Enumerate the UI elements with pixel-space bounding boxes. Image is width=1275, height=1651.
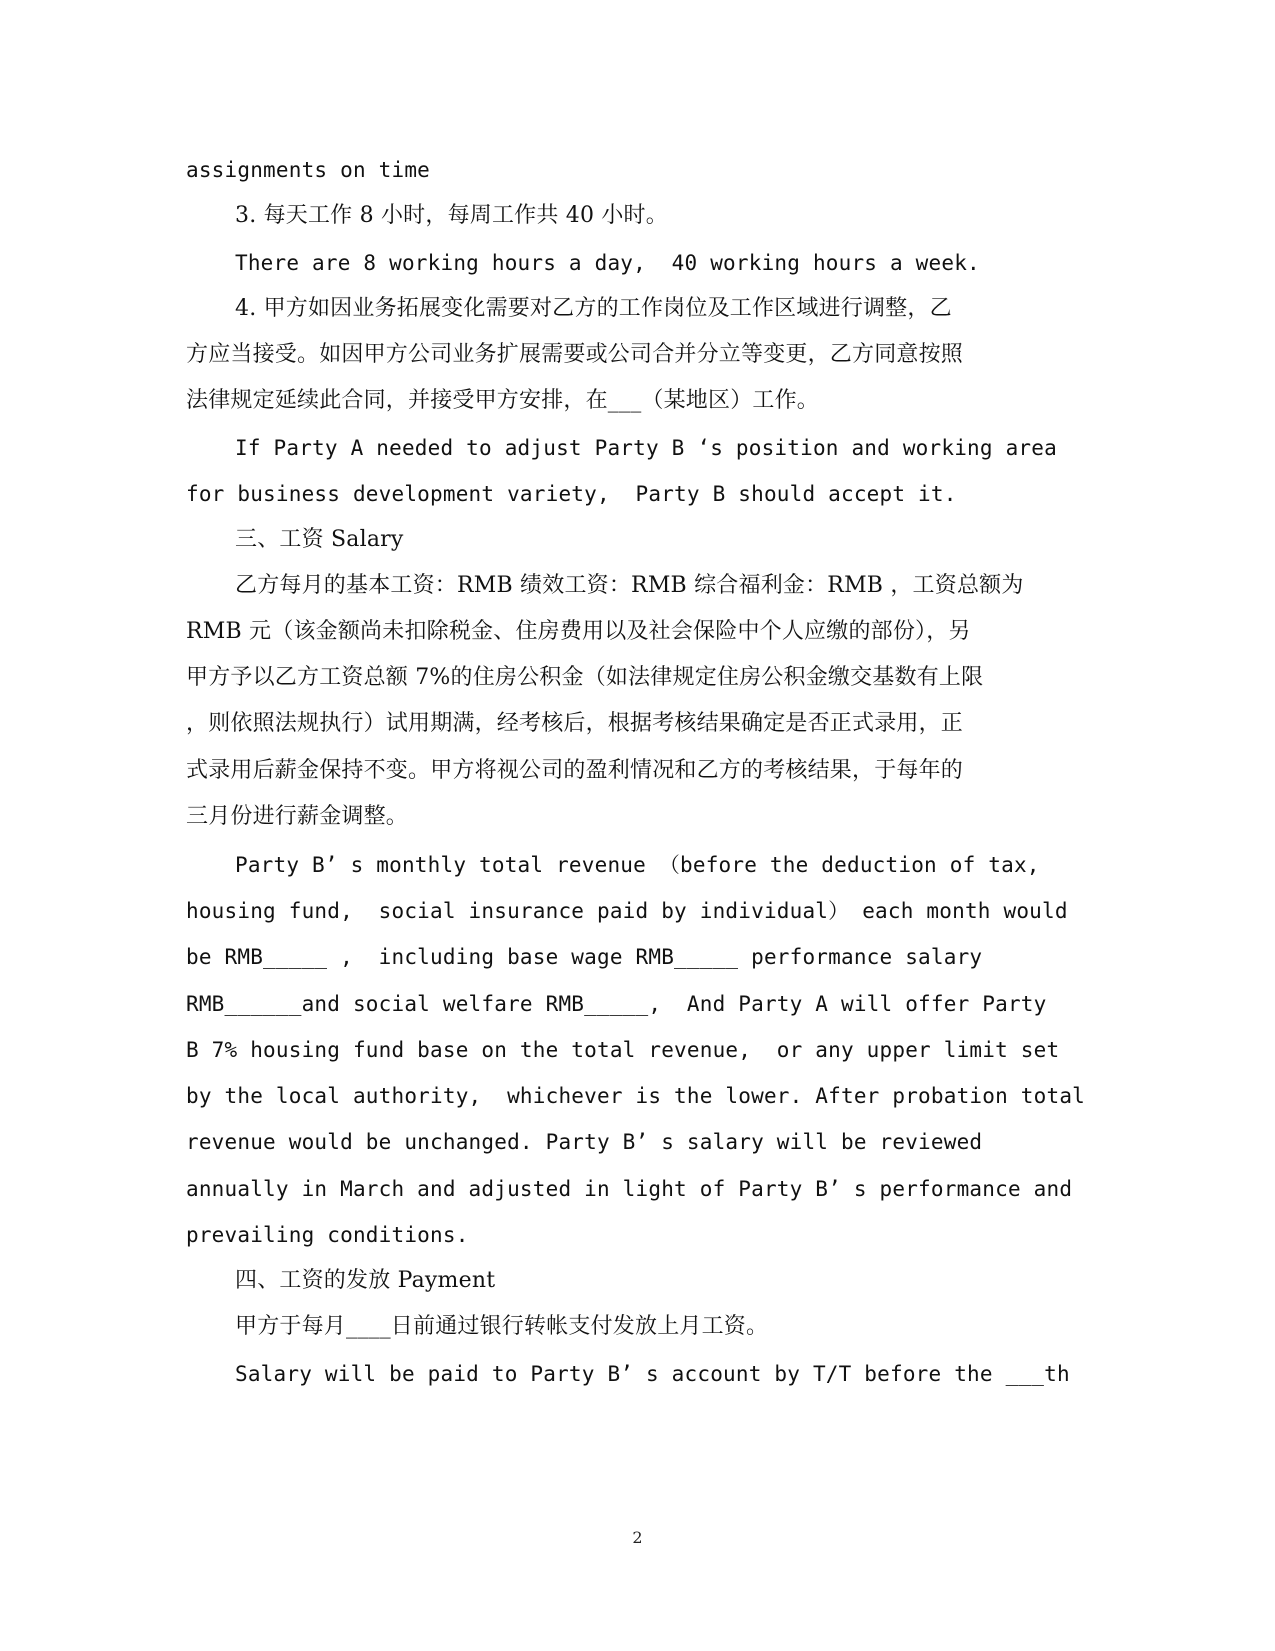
text-line: RMB 元（该金额尚未扣除税金、住房费用以及社会保险中个人应缴的部份），另 bbox=[186, 619, 971, 644]
text-line: B 7% housing fund base on the total revenue, or any upper limit set bbox=[186, 1038, 1060, 1062]
text-line: 3. 每天工作 8 小时，每周工作共 40 小时。 bbox=[235, 203, 668, 228]
text-line: 法律规定延续此合同，并接受甲方安排，在___（某地区）工作。 bbox=[186, 388, 820, 413]
page-number: 2 bbox=[632, 1528, 643, 1547]
section-heading: 三、工资 Salary bbox=[235, 527, 404, 552]
text-line: assignments on time bbox=[186, 158, 431, 182]
text-line: be RMB_____ , including base wage RMB_____ performance salary bbox=[186, 945, 983, 969]
text-line: 三月份进行薪金调整。 bbox=[186, 804, 409, 829]
text-line: There are 8 working hours a day, 40 working hours a week. bbox=[235, 251, 980, 275]
text-line: by the local authority, whichever is the lower. After probation total bbox=[186, 1084, 1086, 1108]
section-heading: 四、工资的发放 Payment bbox=[235, 1268, 496, 1293]
text-line: for business development variety, Party B should accept it. bbox=[186, 482, 957, 506]
text-line: revenue would be unchanged. Party B’ s salary will be reviewed bbox=[186, 1130, 983, 1154]
text-line: If Party A needed to adjust Party B ‘s position and working area bbox=[235, 436, 1057, 460]
text-line: RMB______and social welfare RMB_____, And Party A will offer Party bbox=[186, 992, 1047, 1016]
text-line: 甲方于每月____日前通过银行转帐支付发放上月工资。 bbox=[235, 1314, 769, 1339]
text-line: annually in March and adjusted in light of Party B’ s performance and bbox=[186, 1177, 1073, 1201]
text-line: 4. 甲方如因业务拓展变化需要对乙方的工作岗位及工作区域进行调整，乙 bbox=[235, 296, 952, 321]
text-line: housing fund, social insurance paid by individual） each month would bbox=[186, 899, 1068, 923]
text-line: 方应当接受。如因甲方公司业务扩展需要或公司合并分立等变更，乙方同意按照 bbox=[186, 342, 964, 367]
text-line: 乙方每月的基本工资：RMB 绩效工资：RMB 综合福利金：RMB ，工资总额为 bbox=[235, 573, 1024, 598]
text-line: Salary will be paid to Party B’ s account by T/T before the ___th bbox=[235, 1362, 1070, 1386]
text-line: prevailing conditions. bbox=[186, 1223, 469, 1247]
text-line: ，则依照法规执行）试用期满，经考核后，根据考核结果确定是否正式录用，正 bbox=[186, 711, 964, 736]
text-line: Party B’ s monthly total revenue （before the deduction of tax, bbox=[235, 853, 1040, 877]
text-line: 式录用后薪金保持不变。甲方将视公司的盈利情况和乙方的考核结果，于每年的 bbox=[186, 758, 964, 783]
text-line: 甲方予以乙方工资总额 7%的住房公积金（如法律规定住房公积金缴交基数有上限 bbox=[186, 665, 984, 690]
